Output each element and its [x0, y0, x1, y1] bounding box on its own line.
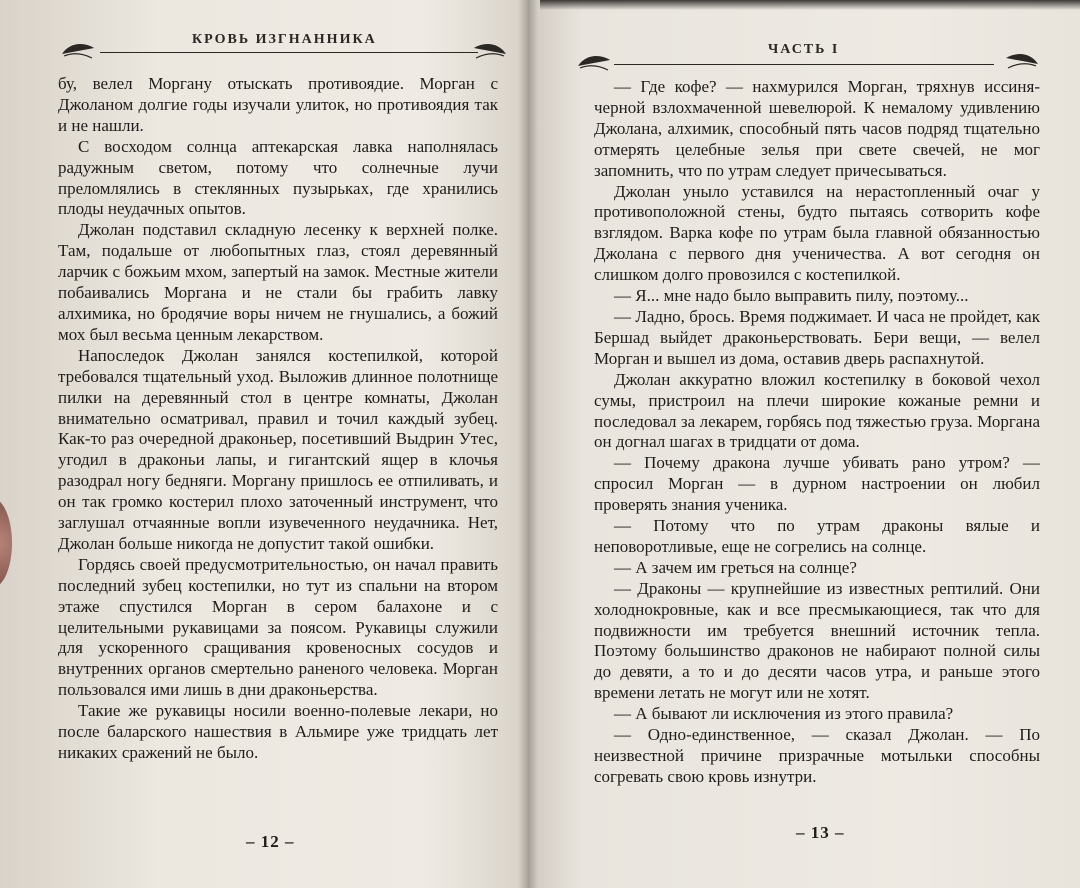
background-edge — [540, 0, 1080, 10]
ornament-leaf-icon — [472, 40, 508, 60]
paragraph: — Потому что по утрам драконы вялые и неповоротливые, еще не согрелись на солнце. — [594, 516, 1040, 556]
left-page — [0, 0, 528, 888]
ornament-leaf-icon — [60, 40, 96, 60]
book-gutter — [518, 0, 538, 888]
paragraph: — Где кофе? — нахмурился Морган, тряхнув иссиня-черной взлохмаченной шевелюрой. К немалому удивлению Джолана, алхимик, способный пять часов подряд тщательно отмерять целебные зелья при свете свечей, не мог запомнить, что по утрам следует причесываться. — [594, 77, 1040, 180]
paragraph: — А бывают ли исключения из этого правила? — [614, 704, 954, 724]
paragraph: — Почему дракона лучше убивать рано утром? — спросил Морган — в дурном настроении он любил проверять знания ученика. — [594, 453, 1040, 515]
paragraph: Напоследок Джолан занялся костепилкой, которой требовался тщательный уход. Выложив длинное полотнище пилки на деревянный стол в центре комнаты, Джолан внимательно осматривал, правил и точил каждый зубец. Как-то раз очередной драконьер, посетивший Выдрин Утес, угодил в драконьи лапы, и гигантский ящер в клочья разодрал ногу бедняги. Моргану пришлось ее отпиливать, и он так громко костерил плохо заточенный инструмент, что заглушал отчаянные вопли изувеченного неудачника. Нет, Джолан больше никогда не допустит такой ошибки. — [58, 345, 498, 553]
paragraph: Гордясь своей предусмотрительностью, он начал править последний зубец костепилки, но тут из спальни на втором этаже спустился Морган в сером балахоне и с целительными рукавицами за поясом. Рукавицы служили для ускоренного сращивания кровеносных сосудов и внутренних органов смертельно раненого человека. Морган пользовался ими лишь в дни драконьерства. — [58, 554, 498, 700]
header-rule — [100, 52, 478, 53]
page-number: – 13 – — [796, 823, 845, 842]
paragraph: бу, велел Моргану отыскать противоядие. Морган с Джоланом долгие годы изучали улиток, но противоядия так и не нашли. — [58, 74, 498, 135]
paragraph: — Одно-единственное, — сказал Джолан. — По неизвестной причине призрачные мотыльки способны согревать свою кровь изнутри. — [594, 725, 1040, 786]
right-page-body — [594, 77, 1040, 788]
paragraph: — Драконы — крупнейшие из известных рептилий. Они холоднокровные, как и все пресмыкающиеся, так что для подвижности им требуется внешний источник тепла. Поэтому большинство драконов не набирают полной силы до девяти, а то и до десяти часов утра, и раньше этого времени летать не могут или не хотят. — [594, 578, 1040, 703]
page-number: – 12 – — [246, 832, 295, 851]
paragraph: — А зачем им греться на солнце? — [614, 557, 857, 577]
left-page-body — [58, 74, 498, 764]
ornament-leaf-icon — [576, 52, 612, 72]
right-page — [528, 0, 1080, 888]
paragraph: — Ладно, брось. Время поджимает. И часа не пройдет, как Бершад выйдет драконьерствовать. Бери вещи, — велел Морган и вышел из дома, оставив дверь распахнутой. — [594, 306, 1040, 368]
paragraph: С восходом солнца аптекарская лавка наполнялась радужным светом, потому что солнечные лучи преломлялись в стеклянных пузырьках, где хранились плоды неудачных опытов. — [58, 136, 498, 219]
paragraph: Джолан аккуратно вложил костепилку в боковой чехол сумы, пристроил на плечи широкие кожаные ремни и последовал за лекарем, горбясь под тяжестью груза. Моргана он догнал шагах в тридцати от дома. — [594, 369, 1040, 452]
header-rule — [614, 64, 994, 65]
paragraph: — Я... мне надо было выправить пилу, поэтому... — [614, 286, 969, 306]
paragraph: Такие же рукавицы носили военно-полевые лекари, но после баларского нашествия в Альмире уже тридцать лет никаких сражений не было. — [58, 701, 498, 762]
paragraph: Джолан подставил складную лесенку к верхней полке. Там, подальше от любопытных глаз, стоял деревянный ларчик с божьим мхом, запертый на замок. Местные жители побаивались Моргана и не стали бы грабить лавку алхимика, но бродячие воры ничем не гнушались, а божий мох был весьма ценным лекарством. — [58, 220, 498, 344]
ornament-leaf-icon — [1004, 50, 1040, 70]
running-head: КРОВЬ ИЗГНАННИКА — [192, 32, 377, 47]
paragraph: Джолан уныло уставился на нерастопленный очаг у противоположной стены, будто пытаясь сотворить кофе взглядом. Варка кофе по утрам была главной обязанностью Джолана с первого дня ученичества. А вот сегодня он слишком долго провозился с костепилкой. — [594, 181, 1040, 285]
running-head: ЧАСТЬ I — [768, 42, 840, 57]
